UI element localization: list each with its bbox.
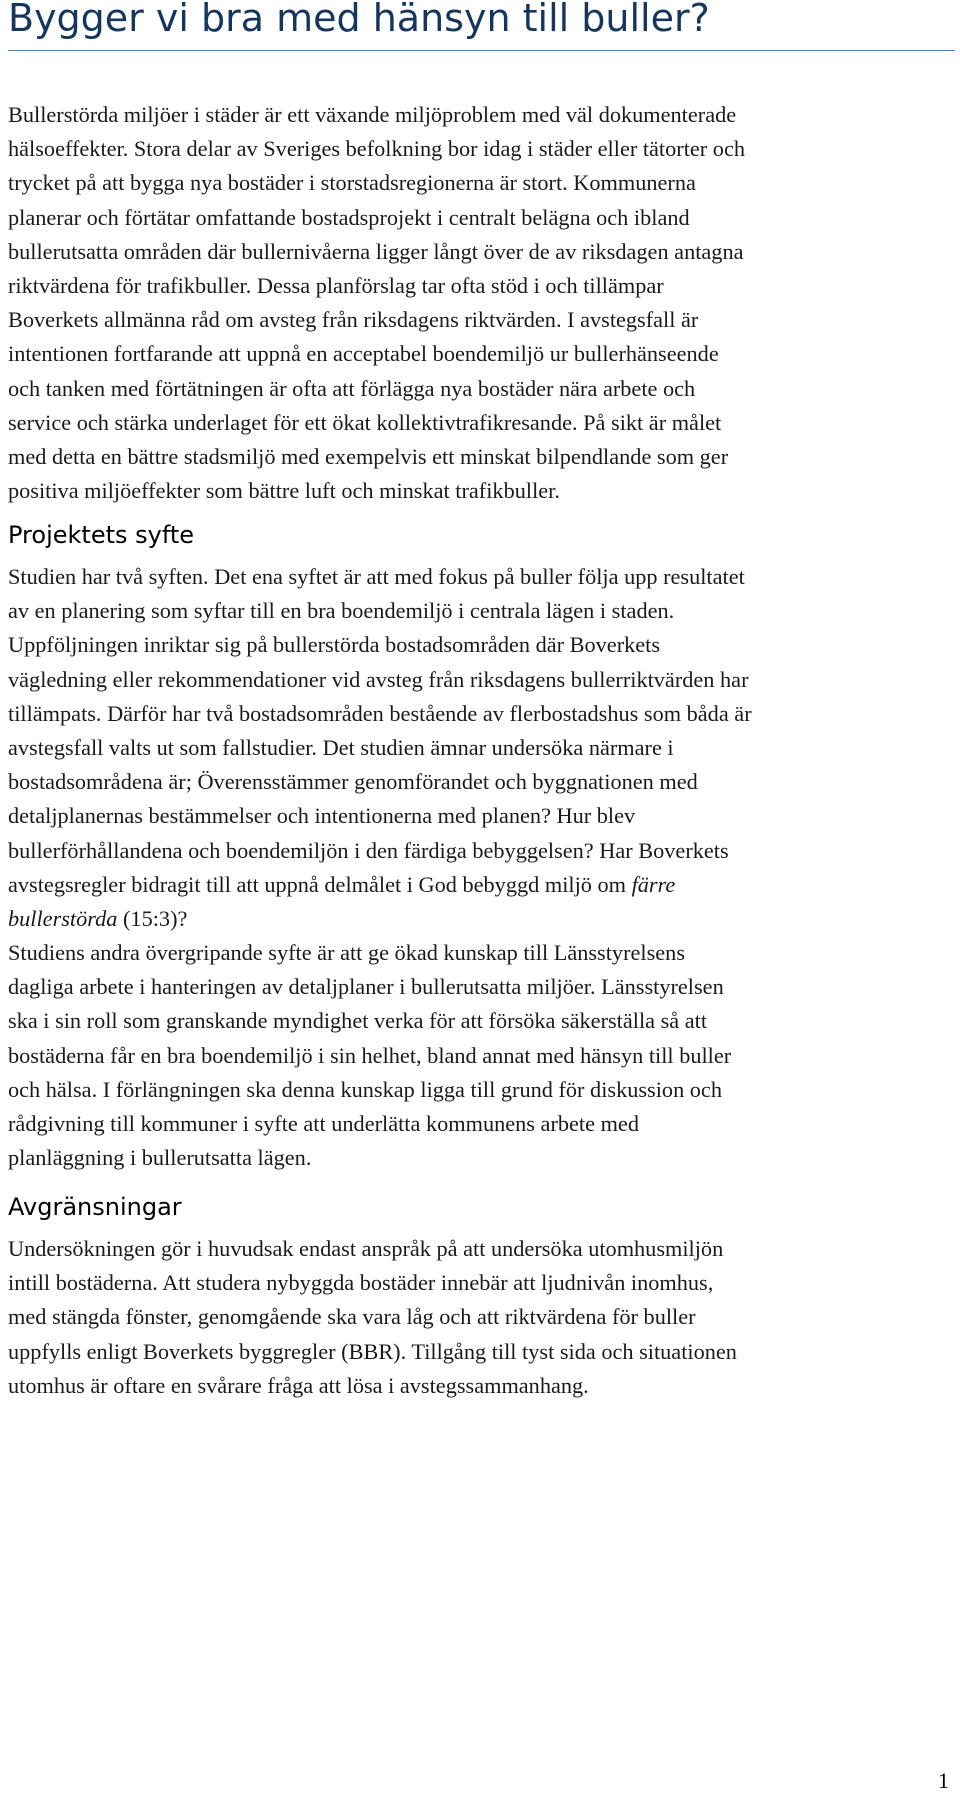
syfte-line: Studien har två syften. Det ena syftet är att med fokus på buller följa upp resultatet: [8, 564, 745, 589]
intro-line: planerar och förtätar omfattande bostadsprojekt i centralt belägna och ibland: [8, 204, 690, 230]
syfte-line: och hälsa. I förlängningen ska denna kunskap ligga till grund för diskussion och: [8, 1076, 722, 1102]
intro-line: trycket på att bygga nya bostäder i storstadsregionerna är stort. Kommunerna: [8, 170, 696, 196]
syfte-paragraph-1: [8, 560, 752, 936]
section-heading-syfte: Projektets syfte: [8, 521, 195, 549]
page-title: Bygger vi bra med hänsyn till buller?: [8, 0, 710, 40]
syfte-line: Uppföljningen inriktar sig på bullerstörda bostadsområden där Boverkets: [8, 632, 661, 658]
intro-line: riktvärdena för trafikbuller. Dessa planförslag tar ofta stöd i och tillämpar: [8, 273, 664, 299]
avgransningar-line: intill bostäderna. Att studera nybyggda bostäder innebär att ljudnivån inomhus,: [8, 1270, 714, 1296]
syfte-italic-term: färre: [631, 871, 676, 897]
intro-line: service och stärka underlaget för ett ökat kollektivtrafikresande. På sikt är målet: [8, 409, 722, 435]
intro-line: Bullerstörda miljöer i städer är ett växande miljöproblem med väl dokumenterade: [8, 102, 737, 127]
intro-line: positiva miljöeffekter som bättre luft och minskat trafikbuller.: [8, 478, 560, 504]
avgransningar-paragraph: [8, 1232, 737, 1403]
syfte-line: av en planering som syftar till en bra boendemiljö i centrala lägen i staden.: [8, 598, 675, 624]
syfte-line: rådgivning till kommuner i syfte att underlätta kommunens arbete med: [8, 1111, 639, 1137]
title-divider: [8, 50, 955, 51]
syfte-paragraph-2: [8, 936, 731, 1175]
intro-line: med detta en bättre stadsmiljö med exempelvis ett minskat bilpendlande som ger: [8, 444, 729, 470]
intro-paragraph: [8, 98, 745, 508]
syfte-line-mixed: [8, 902, 752, 936]
syfte-line: dagliga arbete i hanteringen av detaljplaner i bullerutsatta miljöer. Länsstyrelsen: [8, 974, 724, 1000]
syfte-italic-term: bullerstörda: [8, 906, 118, 932]
syfte-line-tail: (15:3)?: [117, 906, 188, 932]
intro-line: och tanken med förtätningen är ofta att förlägga nya bostäder nära arbete och: [8, 375, 696, 401]
avgransningar-line: utomhus är oftare en svårare fråga att lösa i avstegssammanhang.: [8, 1372, 589, 1398]
avgransningar-line: Undersökningen gör i huvudsak endast anspråk på att undersöka utomhusmiljön: [8, 1236, 724, 1261]
syfte-line-text: avstegsregler bidragit till att uppnå delmålet i God bebyggd miljö om: [8, 871, 632, 897]
syfte-line: Studiens andra övergripande syfte är att ge ökad kunskap till Länsstyrelsens: [8, 940, 685, 965]
syfte-line-mixed: [8, 868, 752, 902]
syfte-line: bullerförhållandena och boendemiljön i den färdiga bebyggelsen? Har Boverkets: [8, 837, 729, 863]
syfte-line: planläggning i bullerutsatta lägen.: [8, 1145, 312, 1171]
section-heading-avgransningar: Avgränsningar: [8, 1193, 182, 1221]
syfte-line: bostäderna får en bra boendemiljö i sin helhet, bland annat med hänsyn till buller: [8, 1042, 732, 1068]
syfte-line: vägledning eller rekommendationer vid avsteg från riksdagens bullerriktvärden har: [8, 666, 749, 692]
intro-line: hälsoeffekter. Stora delar av Sveriges befolkning bor idag i städer eller tätorter och: [8, 136, 745, 162]
syfte-line: bostadsområdena är; Överensstämmer genomförandet och byggnationen med: [8, 769, 698, 795]
syfte-line: detaljplanernas bestämmelser och intentionerna med planen? Hur blev: [8, 803, 636, 829]
page-number: 1: [938, 1768, 949, 1793]
intro-line: intentionen fortfarande att uppnå en acceptabel boendemiljö ur bullerhänseende: [8, 341, 719, 367]
syfte-line: tillämpats. Därför har två bostadsområden bestående av flerbostadshus som båda är: [8, 700, 752, 726]
syfte-line: ska i sin roll som granskande myndighet verka för att försöka säkerställa så att: [8, 1008, 708, 1034]
syfte-line: avstegsfall valts ut som fallstudier. Det studien ämnar undersöka närmare i: [8, 735, 674, 761]
avgransningar-line: uppfylls enligt Boverkets byggregler (BBR). Tillgång till tyst sida och situationen: [8, 1338, 737, 1364]
intro-line: Boverkets allmänna råd om avsteg från riksdagens riktvärden. I avstegsfall är: [8, 307, 699, 333]
avgransningar-line: med stängda fönster, genomgående ska vara låg och att riktvärdena för buller: [8, 1304, 696, 1330]
intro-line: bullerutsatta områden där bullernivåerna ligger långt över de av riksdagen antagna: [8, 238, 744, 264]
